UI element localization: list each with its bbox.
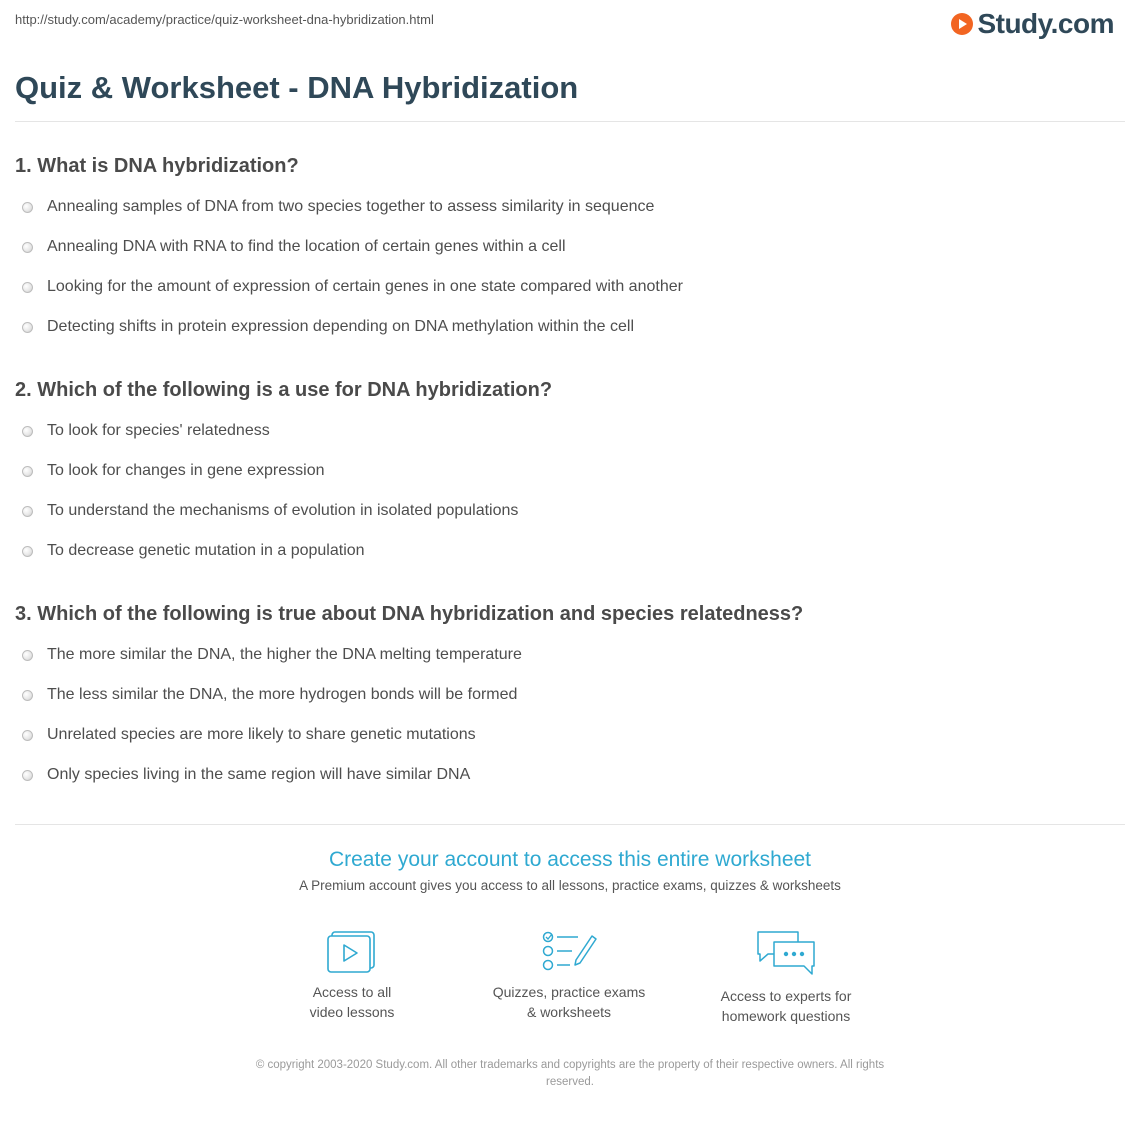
title-divider — [15, 121, 1125, 122]
option-label: Unrelated species are more likely to share genetic mutations — [47, 726, 476, 743]
option-label: To decrease genetic mutation in a population — [47, 542, 365, 559]
question-1-option-3[interactable] — [22, 278, 683, 296]
question-2-option-1[interactable] — [22, 422, 270, 440]
feature-line-2: homework questions — [721, 1008, 851, 1024]
option-label: Looking for the amount of expression of certain genes in one state compared with another — [47, 278, 683, 295]
radio-button[interactable] — [22, 650, 33, 661]
study-logo[interactable] — [951, 6, 1114, 42]
cta-divider — [15, 824, 1125, 825]
question-3-option-1[interactable] — [22, 646, 522, 664]
question-3: 3. Which of the following is true about DNA hybridization and species relatedness? — [15, 603, 804, 625]
option-label: Annealing samples of DNA from two species together to assess similarity in sequence — [47, 198, 655, 215]
option-label: To understand the mechanisms of evolution in isolated populations — [47, 502, 519, 519]
feature-experts — [691, 930, 881, 1026]
feature-line-1: Access to all — [312, 984, 392, 1000]
question-2-option-4[interactable] — [22, 542, 365, 560]
radio-button[interactable] — [22, 426, 33, 437]
question-1-option-1[interactable] — [22, 198, 654, 216]
radio-button[interactable] — [22, 282, 33, 293]
cta-subtitle: A Premium account gives you access to all lessons, practice exams, quizzes & worksheets — [299, 878, 841, 893]
option-label: Annealing DNA with RNA to find the location of certain genes within a cell — [47, 238, 566, 255]
page-title: Quiz & Worksheet - DNA Hybridization — [15, 70, 579, 105]
option-label: The more similar the DNA, the higher the DNA melting temperature — [47, 646, 522, 663]
question-3-option-2[interactable] — [22, 686, 517, 704]
radio-button[interactable] — [22, 506, 33, 517]
question-1: 1. What is DNA hybridization? — [15, 155, 299, 177]
radio-button[interactable] — [22, 466, 33, 477]
video-lessons-icon — [326, 930, 378, 974]
copyright-notice — [210, 1057, 930, 1091]
question-2-option-2[interactable] — [22, 462, 325, 480]
feature-line-2: video lessons — [309, 1004, 395, 1020]
radio-button[interactable] — [22, 202, 33, 213]
radio-button[interactable] — [22, 730, 33, 741]
copyright-line-1: © copyright 2003-2020 Study.com. All other trademarks and copyrights are the property of their respective owners. All rights — [255, 1059, 885, 1071]
option-label: Detecting shifts in protein expression depending on DNA methylation within the cell — [47, 318, 634, 335]
option-label: Only species living in the same region will have similar DNA — [47, 766, 471, 783]
feature-line-1: Access to experts for — [720, 988, 852, 1004]
radio-button[interactable] — [22, 770, 33, 781]
copyright-line-2: reserved. — [546, 1076, 594, 1088]
question-2-option-3[interactable] — [22, 502, 518, 520]
quiz-checklist-icon — [540, 930, 598, 974]
create-account-link[interactable]: Create your account to access this entire worksheet — [328, 848, 812, 871]
radio-button[interactable] — [22, 690, 33, 701]
option-label: The less similar the DNA, the more hydrogen bonds will be formed — [47, 686, 518, 703]
radio-button[interactable] — [22, 546, 33, 557]
feature-line-2: & worksheets — [526, 1004, 612, 1020]
chat-bubbles-icon — [754, 930, 818, 978]
option-label: To look for changes in gene expression — [47, 462, 325, 479]
question-3-option-3[interactable] — [22, 726, 476, 744]
play-logo-icon — [951, 13, 973, 35]
feature-video-lessons — [257, 930, 447, 1022]
feature-quizzes — [474, 930, 664, 1022]
radio-button[interactable] — [22, 242, 33, 253]
option-label: To look for species' relatedness — [47, 422, 270, 439]
page-url: http://study.com/academy/practice/quiz-worksheet-dna-hybridization.html — [15, 12, 434, 27]
logo-text: Study.com — [977, 8, 1114, 39]
question-1-option-4[interactable] — [22, 318, 634, 336]
radio-button[interactable] — [22, 322, 33, 333]
feature-line-1: Quizzes, practice exams — [492, 984, 646, 1000]
question-3-option-4[interactable] — [22, 766, 470, 784]
question-2: 2. Which of the following is a use for DNA hybridization? — [15, 379, 553, 401]
question-1-option-2[interactable] — [22, 238, 566, 256]
